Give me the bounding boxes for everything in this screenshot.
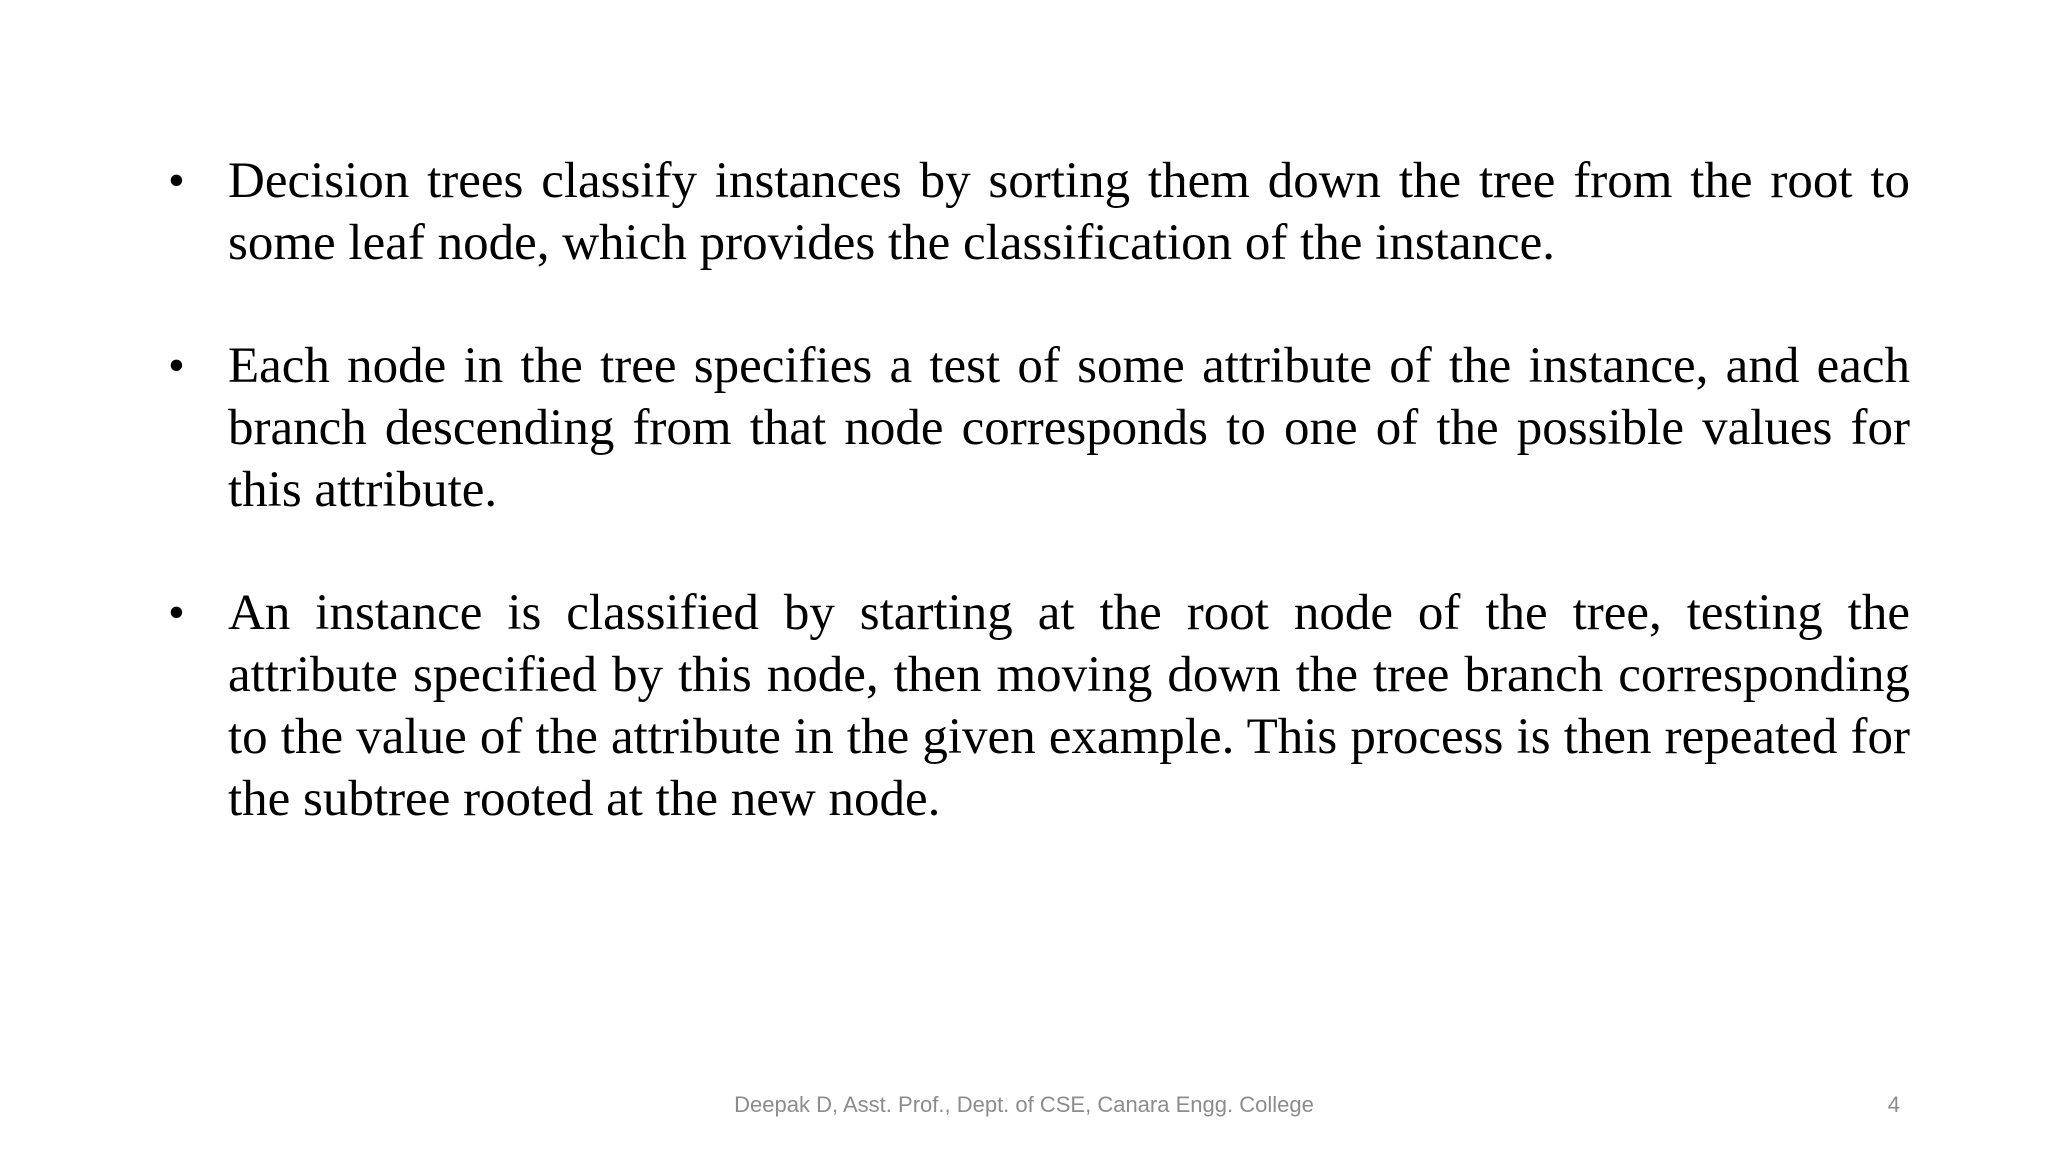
bullet-icon: • — [168, 154, 185, 207]
bullet-icon: • — [168, 586, 185, 639]
bullet-list — [168, 150, 1910, 891]
bullet-item — [168, 582, 1910, 830]
bullet-text: Decision trees classify instances by sorting them down the tree from the root to some leaf node, which provides the classification of the instance. — [228, 153, 1910, 271]
bullet-icon: • — [168, 339, 185, 392]
bullet-text: An instance is classified by starting at the root node of the tree, testing the attribute specified by this node, then moving down the tree branch corresponding to the value of the attribute in the given example. This process is then repeated for the subtree rooted at the new node. — [228, 585, 1910, 827]
slide-footer: Deepak D, Asst. Prof., Dept. of CSE, Canara Engg. College — [734, 1092, 1314, 1117]
bullet-item — [168, 150, 1910, 274]
page-number: 4 — [1887, 1092, 1900, 1117]
bullet-text: Each node in the tree specifies a test of some attribute of the instance, and each branch descending from that node corresponds to one of the possible values for this attribute. — [228, 338, 1910, 518]
bullet-item — [168, 335, 1910, 521]
